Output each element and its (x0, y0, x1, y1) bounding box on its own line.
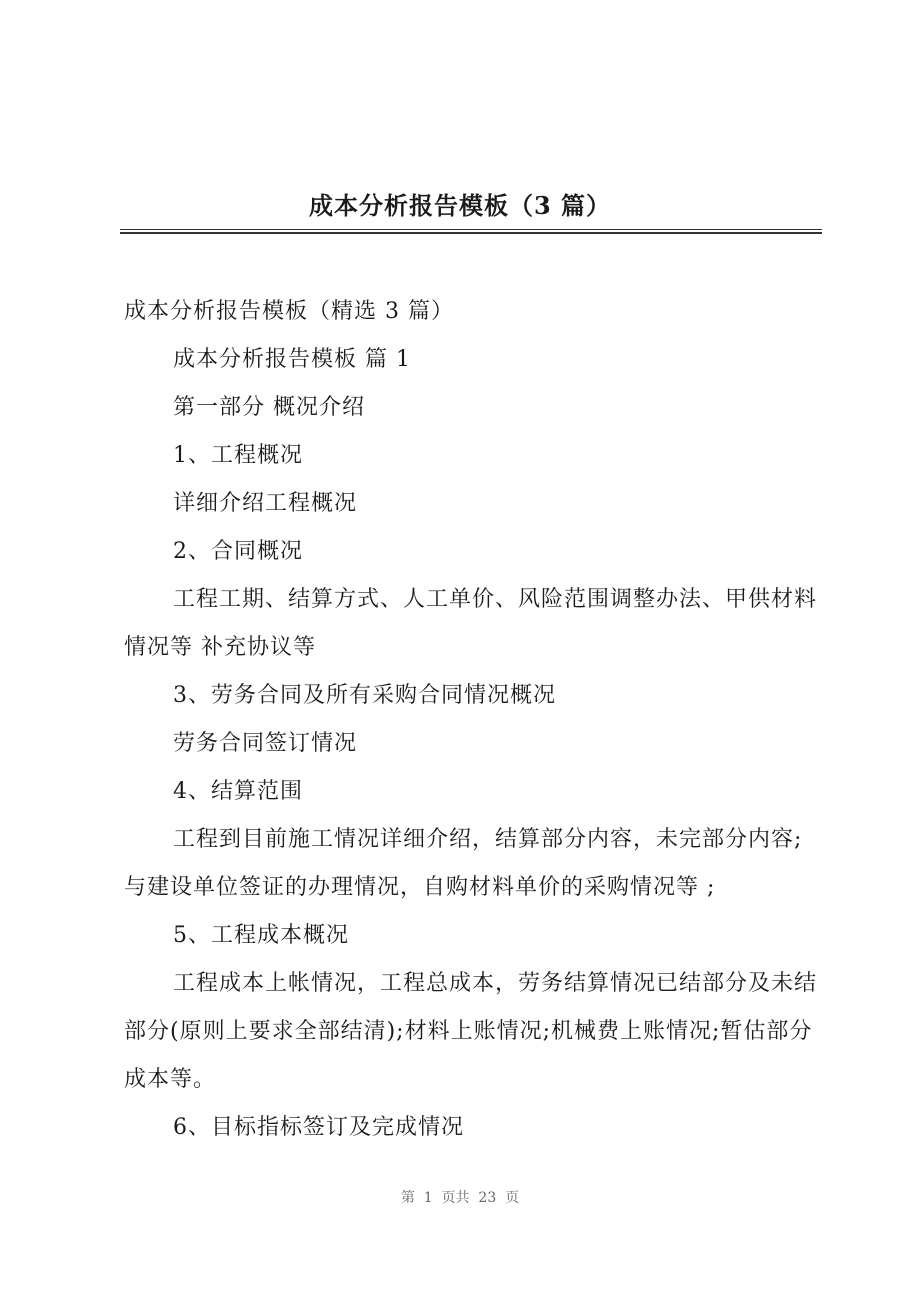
paragraph: 第一部分 概况介绍 (173, 395, 365, 420)
title-divider (120, 229, 822, 234)
page-footer: 第 1 页共 23 页 (400, 1190, 520, 1206)
document-title: 成本分析报告模板（3 篇） (308, 191, 612, 220)
paragraph: 工程成本上帐情况，工程总成本，劳务结算情况已结部分及未结部分(原则上要求全部结清);材料上账情况;机械费上账情况;暂估部分成本等。 (124, 971, 818, 1092)
paragraph: 成本分析报告模板（精选 3 篇） (124, 299, 454, 324)
paragraph: 成本分析报告模板 篇 1 (173, 347, 411, 372)
paragraph: 5、工程成本概况 (173, 923, 349, 948)
paragraph: 工程工期、结算方式、人工单价、风险范围调整办法、甲供材料情况等 补充协议等 (124, 587, 818, 660)
paragraph: 劳务合同签订情况 (173, 731, 358, 756)
paragraph: 3、劳务合同及所有采购合同情况概况 (173, 683, 556, 708)
paragraph: 2、合同概况 (173, 539, 303, 564)
paragraph: 工程到目前施工情况详细介绍，结算部分内容，未完部分内容;与建设单位签证的办理情况，自购材料单价的采购情况等 ; (124, 827, 803, 900)
document-body (124, 288, 824, 1152)
paragraph: 4、结算范围 (173, 779, 303, 804)
paragraph: 详细介绍工程概况 (173, 491, 358, 516)
paragraph: 6、目标指标签订及完成情况 (173, 1115, 464, 1140)
paragraph: 1、工程概况 (173, 443, 303, 468)
